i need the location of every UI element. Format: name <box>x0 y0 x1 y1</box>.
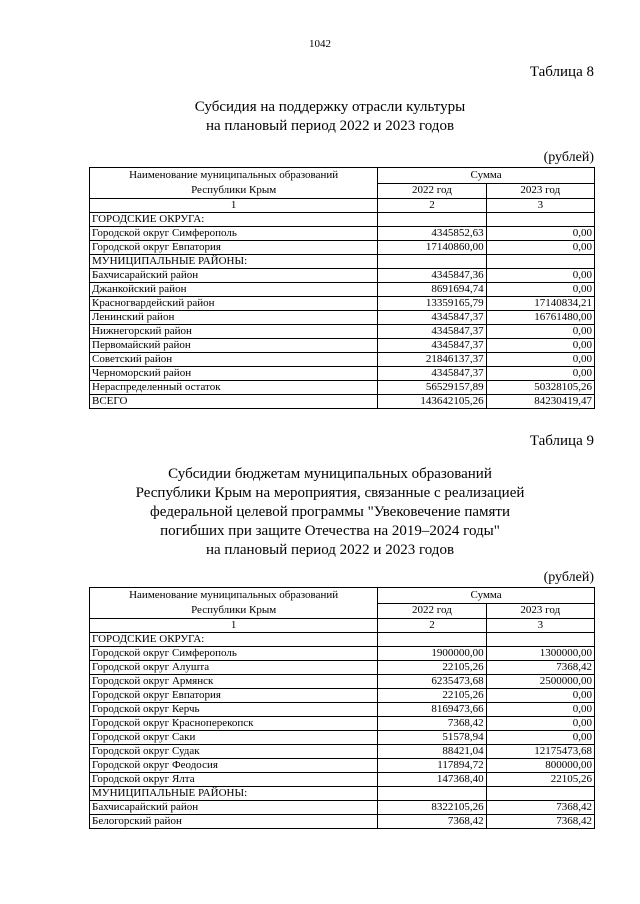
row-name: Городской округ Алушта <box>90 661 378 675</box>
value-2022: 147368,40 <box>378 773 486 787</box>
row-name: Джанкойский район <box>90 283 378 297</box>
table9-year2-header: 2023 год <box>486 603 594 619</box>
table-row <box>90 647 595 661</box>
value-2022: 21846137,37 <box>378 353 486 367</box>
value-2022: 4345847,37 <box>378 339 486 353</box>
value-2023: 7368,42 <box>486 815 594 829</box>
total-2023: 84230419,47 <box>486 395 594 409</box>
table9-title-line: федеральной целевой программы "Увековечение памяти <box>150 504 510 520</box>
value-2022 <box>378 787 486 801</box>
value-2022: 4345847,37 <box>378 311 486 325</box>
row-name: Городской округ Симферополь <box>90 647 378 661</box>
value-2023 <box>486 787 594 801</box>
table9-title-line: Субсидии бюджетам муниципальных образований <box>168 466 492 482</box>
row-name: Первомайский район <box>90 339 378 353</box>
value-2023: 1300000,00 <box>486 647 594 661</box>
table-row <box>90 787 595 801</box>
row-name: Городской округ Евпатория <box>90 689 378 703</box>
value-2022: 8169473,66 <box>378 703 486 717</box>
table-row <box>90 213 595 227</box>
value-2023: 22105,26 <box>486 773 594 787</box>
column-number: 3 <box>486 619 594 633</box>
value-2023: 17140834,21 <box>486 297 594 311</box>
value-2022: 8322105,26 <box>378 801 486 815</box>
value-2022: 4345847,37 <box>378 367 486 381</box>
value-2023: 2500000,00 <box>486 675 594 689</box>
table-row <box>90 773 595 787</box>
row-name: Городской округ Феодосия <box>90 759 378 773</box>
value-2022: 1900000,00 <box>378 647 486 661</box>
row-name: Городской округ Красноперекопск <box>90 717 378 731</box>
total-row <box>90 395 595 409</box>
value-2022: 88421,04 <box>378 745 486 759</box>
table9-label: Таблица 9 <box>529 433 594 449</box>
table-row <box>90 297 595 311</box>
row-name: Городской округ Саки <box>90 731 378 745</box>
table8-sum-header: Сумма <box>378 168 595 184</box>
value-2023: 800000,00 <box>486 759 594 773</box>
table-row <box>90 675 595 689</box>
value-2022: 117894,72 <box>378 759 486 773</box>
row-name: Ленинский район <box>90 311 378 325</box>
value-2023: 0,00 <box>486 717 594 731</box>
value-2022 <box>378 633 486 647</box>
table8-title-line: Субсидия на поддержку отрасли культуры <box>194 99 466 115</box>
row-name: Городской округ Керчь <box>90 703 378 717</box>
value-2022: 4345852,63 <box>378 227 486 241</box>
value-2023: 16761480,00 <box>486 311 594 325</box>
table-row <box>90 255 595 269</box>
value-2022: 7368,42 <box>378 815 486 829</box>
value-2022: 4345847,37 <box>378 325 486 339</box>
total-2022: 143642105,26 <box>378 395 486 409</box>
row-name: Городской округ Судак <box>90 745 378 759</box>
table8-label: Таблица 8 <box>529 64 594 80</box>
table-row <box>90 689 595 703</box>
header-line: Республики Крым <box>191 604 277 616</box>
table-row <box>90 325 595 339</box>
table9-year1-header: 2022 год <box>378 603 486 619</box>
value-2023: 0,00 <box>486 269 594 283</box>
page-number: 1042 <box>309 38 331 50</box>
value-2023: 7368,42 <box>486 661 594 675</box>
value-2023 <box>486 255 594 269</box>
table8-title <box>60 98 600 136</box>
value-2023: 0,00 <box>486 241 594 255</box>
value-2022: 17140860,00 <box>378 241 486 255</box>
table-row <box>90 801 595 815</box>
column-number: 1 <box>90 619 378 633</box>
table8-title-line: на плановый период 2022 и 2023 годов <box>205 118 455 134</box>
value-2023: 12175473,68 <box>486 745 594 759</box>
table-row <box>90 269 595 283</box>
value-2022: 4345847,36 <box>378 269 486 283</box>
value-2023: 0,00 <box>486 353 594 367</box>
table9 <box>89 587 595 829</box>
table8-unit: (рублей) <box>543 150 594 165</box>
row-name: Нижнегорский район <box>90 325 378 339</box>
column-number: 2 <box>378 619 486 633</box>
row-name: МУНИЦИПАЛЬНЫЕ РАЙОНЫ: <box>90 787 378 801</box>
table-row <box>90 353 595 367</box>
value-2023: 0,00 <box>486 227 594 241</box>
row-name: Советский район <box>90 353 378 367</box>
value-2022: 7368,42 <box>378 717 486 731</box>
header-line: Наименование муниципальных образований <box>129 169 339 181</box>
table-row <box>90 311 595 325</box>
value-2023: 0,00 <box>486 367 594 381</box>
table-row <box>90 759 595 773</box>
row-name: МУНИЦИПАЛЬНЫЕ РАЙОНЫ: <box>90 255 378 269</box>
row-name: Красногвардейский район <box>90 297 378 311</box>
value-2023: 0,00 <box>486 689 594 703</box>
value-2023 <box>486 633 594 647</box>
value-2022: 56529157,89 <box>378 381 486 395</box>
value-2023 <box>486 213 594 227</box>
value-2023: 7368,42 <box>486 801 594 815</box>
table8 <box>89 167 595 409</box>
header-line: Республики Крым <box>191 184 277 196</box>
value-2023: 0,00 <box>486 339 594 353</box>
column-number: 2 <box>378 199 486 213</box>
table-row <box>90 381 595 395</box>
row-name: Городской округ Симферополь <box>90 227 378 241</box>
table9-title <box>60 465 600 560</box>
row-name: Городской округ Ялта <box>90 773 378 787</box>
table-row <box>90 703 595 717</box>
table9-name-header <box>90 588 378 619</box>
column-number: 3 <box>486 199 594 213</box>
value-2023: 0,00 <box>486 325 594 339</box>
table-row <box>90 717 595 731</box>
value-2022 <box>378 255 486 269</box>
table9-title-line: Республики Крым на мероприятия, связанные с реализацией <box>135 485 525 501</box>
table-row <box>90 745 595 759</box>
value-2023: 0,00 <box>486 731 594 745</box>
value-2022: 8691694,74 <box>378 283 486 297</box>
value-2022: 22105,26 <box>378 661 486 675</box>
table-row <box>90 815 595 829</box>
value-2023: 0,00 <box>486 703 594 717</box>
value-2022 <box>378 213 486 227</box>
row-name: Нераспределенный остаток <box>90 381 378 395</box>
value-2022: 22105,26 <box>378 689 486 703</box>
row-name: Бахчисарайский район <box>90 269 378 283</box>
row-name: ГОРОДСКИЕ ОКРУГА: <box>90 213 378 227</box>
row-name: ГОРОДСКИЕ ОКРУГА: <box>90 633 378 647</box>
row-name: Белогорский район <box>90 815 378 829</box>
value-2023: 0,00 <box>486 283 594 297</box>
table-row <box>90 731 595 745</box>
table8-year2-header: 2023 год <box>486 183 594 199</box>
value-2022: 51578,94 <box>378 731 486 745</box>
value-2022: 6235473,68 <box>378 675 486 689</box>
table-row <box>90 633 595 647</box>
value-2022: 13359165,79 <box>378 297 486 311</box>
row-name: Городской округ Армянск <box>90 675 378 689</box>
table8-year1-header: 2022 год <box>378 183 486 199</box>
header-line: Наименование муниципальных образований <box>129 589 339 601</box>
table-row <box>90 283 595 297</box>
table9-sum-header: Сумма <box>378 588 595 604</box>
table8-name-header <box>90 168 378 199</box>
table9-title-line: погибших при защите Отечества на 2019–2024 годы" <box>160 523 500 539</box>
table9-unit: (рублей) <box>543 570 594 585</box>
column-number: 1 <box>90 199 378 213</box>
table-row <box>90 339 595 353</box>
table-row <box>90 661 595 675</box>
table-row <box>90 227 595 241</box>
table9-title-line: на плановый период 2022 и 2023 годов <box>205 542 455 558</box>
table-row <box>90 367 595 381</box>
value-2023: 50328105,26 <box>486 381 594 395</box>
table-row <box>90 241 595 255</box>
row-name: Бахчисарайский район <box>90 801 378 815</box>
row-name: Черноморский район <box>90 367 378 381</box>
total-label: ВСЕГО <box>90 395 378 409</box>
row-name: Городской округ Евпатория <box>90 241 378 255</box>
